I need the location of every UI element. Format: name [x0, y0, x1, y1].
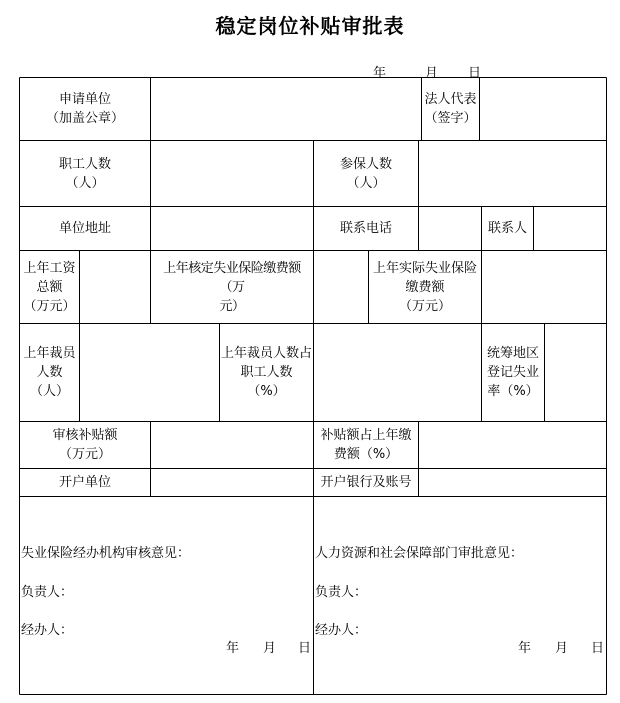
account-unit-label: 开户单位 — [58, 475, 111, 490]
bank-account-field[interactable] — [419, 469, 606, 496]
applicant-unit-label: 申请单位 （加盖公章） — [45, 92, 124, 126]
contact-phone-field[interactable] — [419, 207, 481, 250]
last-year-actual-premium-field[interactable] — [482, 251, 606, 323]
page-title: 稳定岗位补贴审批表 — [215, 14, 405, 38]
right-date-year: 年 — [518, 641, 532, 656]
regional-unemployment-field[interactable] — [545, 324, 606, 421]
last-year-actual-premium-label: 上年实际失业保险 缴费额 （万元） — [372, 260, 477, 314]
layoff-ratio-label: 上年裁员人数占 职工人数 （%） — [220, 346, 312, 399]
contact-phone-label: 联系电话 — [339, 221, 392, 236]
last-year-wage-label: 上年工资 总额 （万元） — [23, 260, 76, 314]
layoffs-last-year-label: 上年裁员 人数 （人） — [23, 346, 76, 399]
date-month-label: 月 — [425, 66, 439, 81]
unit-address-field[interactable] — [151, 207, 313, 250]
regional-unemployment-label: 统筹地区 登记失业 率（%） — [486, 346, 539, 399]
staff-count-field[interactable] — [151, 141, 313, 206]
right-date-month: 月 — [555, 641, 569, 656]
subsidy-ratio-label: 补贴额占上年缴 费额（%） — [320, 428, 412, 462]
approved-subsidy-label: 审核补贴额 （万元） — [52, 428, 118, 462]
layoff-ratio-field[interactable] — [314, 324, 481, 421]
unit-address-label: 单位地址 — [58, 221, 111, 236]
right-responsible-label: 负责人： — [315, 585, 368, 600]
legal-rep-signature-field[interactable] — [480, 78, 606, 140]
applicant-unit-field[interactable] — [151, 78, 421, 140]
hr-department-opinion-heading: 人力资源和社会保障部门审批意见： — [315, 546, 524, 561]
date-day-label: 日 — [468, 66, 482, 81]
contact-person-field[interactable] — [534, 207, 606, 250]
layoffs-last-year-field[interactable] — [80, 324, 219, 421]
right-date-day: 日 — [591, 641, 605, 656]
insured-count-field[interactable] — [419, 141, 606, 206]
insurance-agency-opinion-heading: 失业保险经办机构审核意见： — [21, 546, 191, 561]
subsidy-ratio-field[interactable] — [419, 422, 606, 468]
staff-count-label: 职工人数 （人） — [58, 156, 111, 191]
last-year-approved-premium-field[interactable] — [314, 251, 368, 323]
contact-person-label: 联系人 — [487, 221, 527, 236]
insured-count-label: 参保人数 （人） — [339, 156, 392, 191]
approved-subsidy-field[interactable] — [151, 422, 313, 468]
legal-rep-label: 法人代表 （签字） — [424, 92, 477, 126]
left-date-year: 年 — [226, 641, 240, 656]
date-year-label: 年 — [373, 66, 387, 81]
left-date-month: 月 — [263, 641, 277, 656]
left-date-day: 日 — [298, 641, 312, 656]
account-unit-field[interactable] — [151, 469, 313, 496]
last-year-approved-premium-label: 上年核定失业保险缴费额（万 元） — [163, 260, 301, 314]
last-year-wage-field[interactable] — [80, 251, 150, 323]
left-responsible-label: 负责人： — [21, 585, 74, 600]
right-handler-label: 经办人： — [315, 623, 368, 638]
left-handler-label: 经办人： — [21, 623, 74, 638]
bank-account-label: 开户银行及账号 — [320, 475, 412, 490]
